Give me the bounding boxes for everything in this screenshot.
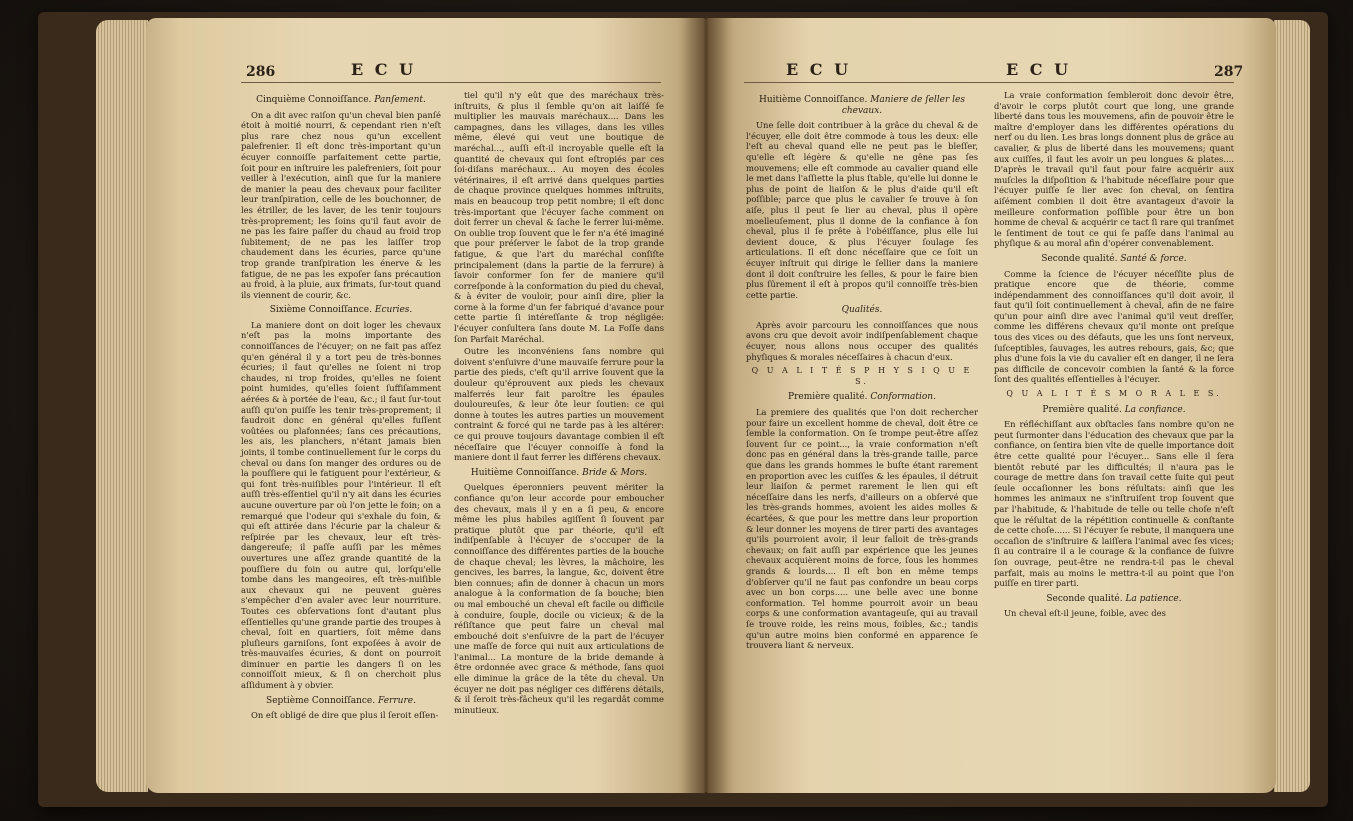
section-heading-text: Huitième Connoiſſance. <box>759 95 868 105</box>
section-heading <box>994 389 1234 400</box>
section-heading <box>994 594 1234 605</box>
body-paragraph: Comme la ſcience de l'écuyer néceſſite plus de pratique encore que de théorie, comme indépendamment des connoiſſances qu'il doit avoir, il faut qu'il ſoit continuellement à cheval, afin de ne faire qu'un pour ainſi dire avec l'animal qu'il veut dreſſer, comme les différens chevaux qu'il monte ont preſque tous des vices ou des défauts, que les uns ſont nerveux, ſuſceptibles, ſauvages, les autres rebours, gais, &c; que plus d'une fois la vie du cavalier eſt en danger, il ne ſera pas difficile de concevoir combien la ſanté & la force ſont des qualités eſſentielles à l'écuyer. <box>994 268 1234 385</box>
section-heading-text: Cinquième Connoiſſance. <box>256 95 372 105</box>
right-head-rule <box>744 82 1234 83</box>
right-page-edges <box>1274 20 1310 792</box>
body-paragraph: La maniere dont on doit loger les chevaux n'eſt pas la moins importante des connoiſſances de l'écuyer; on ne fait pas aſſez qu'en général il y a tort peu de très-bonnes écuries; il faut qu'elles ne ſoient ni trop chaudes, ni trop froides, qu'elles ne ſoient point humides, qu'elles ſoient ſuffiſamment aérées & à portée de l'eau, &c.; il faut ſur-tout auſſi qu'on puiſſe les tenir très-proprement; il faudroit donc en général qu'elles fuſſent voûtées ou plafonnées; ſans ces précautions, les ais, les planchers, n'étant jamais bien joints, il tombe continuellement ſur le corps du cheval ou dans ſon manger des ordures ou de la pouſſiere qui le fatiguent pour l'extérieur, & qui font très-nuiſibles pour l'intérieur. Il eſt auſſi très-eſſentiel qu'il n'y ait dans les écuries aucune ouverture par où l'on jette le foin; on a remarqué que l'odeur qui s'exhale du foin, & qui eſt attirée dans l'écurie par la chaleur & reſpirée par les chevaux, leur eſt très-dangereuſe; il paſſe auſſi par les mêmes ouvertures une aſſez grande quantité de la pouſſiere du foin ou autre qui, lorſqu'elle tombe dans les mangeoires, eſt très-nuiſible aux chevaux qui ne peuvent guères s'empêcher d'en avaler avec leur nourriture. Toutes ces obſervations ſont d'autant plus eſſentielles qu'une grande partie des troupes à cheval, ſoit en quartiers, ſoit même dans pluſieurs garniſons, ſont expoſées à avoir de très-mauvaiſes écuries, & dont on pourroit diminuer en partie les dangers ſi on les connoiſſoit mieux, & ſi on cherchoit plus aſſidument à y obvier. <box>241 319 441 691</box>
body-paragraph: On eſt obligé de dire que plus il ſeroit eſſen- <box>251 710 439 721</box>
right-page <box>706 18 1276 793</box>
left-column-2 <box>454 90 664 780</box>
section-heading-italic: Ferrure. <box>377 695 416 706</box>
left-running-head: E C U <box>351 60 417 79</box>
section-heading-italic: Conformation. <box>870 392 936 403</box>
body-paragraph: tiel qu'il n'y eût que des maréchaux très-inſtruits, & plus il ſemble qu'on ait laiſſé ſe multiplier les mauvais maréchaux.... Dans les campagnes, dans les villages, dans les villes même, élevé qui veut une boutique de maréchal..., auſſi eſt-il incroyable quelle eſt la quantité de chevaux qui ſont eſtropiés par ces ſoi-diſans maréchaux... Au moyen des écoles vétérinaires, il eſt arrivé dans quelques parties de chaque province quelques hommes inſtruits, mais en beaucoup trop petit nombre; il eſt donc très-important que l'écuyer ſache comment on doit ferrer un cheval & ſache le ferrer lui-même. On oublie trop ſouvent que le fer n'a été imaginé que pour préſerver le ſabot de la trop grande fatigue, & que l'art du maréchal conſiſte principalement (dans la partie de la ferrure) à ſavoir conformer ſon fer de maniere qu'il correſponde à la conformation du pied du cheval, & à éviter de vouloir, pour ainſi dire, plier la corne à la forme d'un fer fabriqué d'avance pour cette partie ſi intéreſſante & trop négligée: l'écuyer conſultera ſans doute M. La Foſſe dans ſon Parfait Maréchal. <box>454 90 664 344</box>
section-heading-text: Q U A L I T É S M O R A L E S. <box>1006 389 1222 399</box>
section-heading-italic: Panſement. <box>374 95 426 105</box>
left-head-rule <box>241 82 661 83</box>
right-column-2 <box>994 90 1234 780</box>
left-page <box>146 18 706 793</box>
section-heading-italic: La confiance. <box>1124 404 1186 415</box>
section-heading-text: Huitième Connoiſſance. <box>470 467 580 478</box>
section-heading-text: Q U A L I T É S P H Y S I Q U E S. <box>751 366 973 386</box>
section-heading <box>454 468 664 479</box>
section-heading <box>994 405 1234 416</box>
section-heading-italic: Bride & Mors. <box>582 467 648 478</box>
body-paragraph: En réfléchiſſant aux obſtacles ſans nombre qu'on ne peut ſurmonter dans l'éducation des chevaux que par la confiance, on ſentira bien vîte de quelle importance doit être cette qualité pour l'écuyer... Sans elle il ſera bientôt rebuté par les difficultés; il n'aura pas le courage de mettre dans ſon travail cette ſuite qui peut ſeule occaſionner les bons réſultats: ainſi que les hommes les animaux ne s'inſtruiſent trop ſouvent que par l'habitude, & l'habitude de telle ou telle choſe n'eſt que le réſultat de la répétition continuelle & conſtante de cette choſe...... Si l'écuyer ſe rebute, il manquera une occaſion de s'inſtruire & laiſſera l'animal avec ſes vices; ſi au contraire il a le courage & la confiance de ſuivre ſon ouvrage, peut-être ne rendra-t-il pas le cheval parfait, mais au moins le mettra-t-il au point que l'on puiſſe en tirer parti. <box>994 419 1234 589</box>
section-heading <box>746 95 978 116</box>
section-heading <box>241 305 441 316</box>
section-heading <box>746 392 978 403</box>
right-running-head-left: E C U <box>786 60 852 79</box>
section-heading <box>746 366 978 387</box>
section-heading-text: Septième Connoiſſance. <box>266 695 376 706</box>
section-heading-text: Première qualité. <box>1042 404 1122 415</box>
section-heading-italic: La patience. <box>1125 593 1182 604</box>
right-page-number: 287 <box>1214 64 1244 80</box>
body-paragraph: Quelques éperonniers peuvent mériter la confiance qu'on leur accorde pour emboucher des chevaux, mais il y en a ſi peu, & encore même les plus habiles agiſſent ſi ſouvent par pratique plutôt que par théorie, qu'il eſt indiſpenſable à l'écuyer de s'occuper de la connoiſſance des différentes parties de la bouche de chaque cheval; les lèvres, la mâchoire, les gencives, les barres, la langue, &c, doivent être bien connues; afin de donner à chacun un mors analogue à la conformation de ſa bouche; bien ou mal embouché un cheval eſt facile ou difficile à conduire, ſouple, docile ou vicieux; & de la réſiſtance que peut faire un cheval mal embouché doit s'enſuivre de la part de l'écuyer une maſſe de force qui nuit aux articulations de l'animal... La monture de la bride demande à être ordonnée avec grace & méthode, ſans quoi elle diminue la grâce de la tête du cheval. Un écuyer ne doit pas négliger ces différens détails, & il ſeroit très-fâcheux qu'il les regardât comme minutieux. <box>454 482 664 715</box>
left-column-1 <box>241 90 441 780</box>
body-paragraph: Après avoir parcouru les connoiſſances que nous avons cru que devoit avoir indiſpenſablement chaque écuyer, nous allons nous occuper des qualités phyſiques & morales néceſſaires à chacun d'eux. <box>746 319 978 362</box>
book-gutter <box>678 18 734 793</box>
body-paragraph: La vraie conformation ſembleroit donc devoir être, d'avoir le corps plutôt court que long, une grande liberté dans tous les mouvemens, afin de pouvoir être le maître d'employer dans les différentes opérations du nerf ou du lien. Les bras longs donnent plus de grâce au cavalier, & plus de liberté dans les mouvemens; quant aux cuiſſes, il faut les avoir un peu longues & plates.... D'après le travail qu'il faut pour faire acquérir aux muſcles la diſpoſition & l'habitude néceſſaire pour que l'écuyer puiſſe ſe lier avec ſon cheval, on ſentira aiſément combien il doit être avantageux d'avoir la meilleure conformation poſſible pour être un bon homme de cheval & acquérir ce tact ſi rare qui tranſmet le ſentiment de tout ce qui ſe paſſe dans l'animal au phyſique & au moral afin d'opérer convenablement. <box>994 90 1234 249</box>
left-page-number: 286 <box>246 64 276 80</box>
section-heading-italic: Maniere de ſeller les chevaux. <box>841 95 965 116</box>
section-heading-text: Seconde qualité. <box>1041 253 1118 264</box>
body-paragraph: Une ſelle doit contribuer à la grâce du cheval & de l'écuyer, elle doit être commode à tous les deux: elle l'eſt au cheval quand elle ne peut pas le bleſſer, qu'elle eſt légère & qu'elle ne gêne pas ſes mouvemens; elle eſt commode au cavalier quand elle le met dans l'aſſiette la plus ſtable, qu'elle lui donne le plus de point de liaiſon & le plus d'aide qu'il eſt poſſible; parce que plus le cavalier ſe trouve à ſon aiſe, plus il peut ſe lier au cheval, plus il opère moelleuſement, plus il donne de la confiance à ſon cheval, plus il ſe prête à l'obéiſſance, plus elle lui devient douce, & plus l'écuyer ſoulage ſes articulations. Il eſt donc néceſſaire que ce ſoit un écuyer inſtruit qui dirige le ſellier dans la maniere dont il doit conſtruire les ſelles, & pour le faire bien plus ſûrement il eſt à propos qu'il connoiſſe très-bien cette partie. <box>746 120 978 300</box>
right-running-head-right: E C U <box>1006 60 1072 79</box>
open-book <box>38 4 1328 809</box>
section-heading <box>241 95 441 106</box>
body-paragraph: Un cheval eſt-il jeune, foible, avec des <box>1004 608 1166 619</box>
section-heading-text: Sixième Connoiſſance. <box>269 305 372 316</box>
section-heading-text: Seconde qualité. <box>1046 593 1123 604</box>
body-paragraph: Outre les inconvéniens ſans nombre qui doivent s'enſuivre d'une mauvaiſe ferrure pour la partie des pieds, c'eſt qu'il arrive ſouvent que la douleur qu'éprouvent aux pieds les chevaux malferrés leur fait paroître les épaules douloureuſes, & leur ôte leur ſoutien: ce qui donne à toutes les autres parties un mouvement contraint & forcé qui ne tarde pas à les altérer: ce qui prouve toujours davantage combien il eſt néceſſaire que l'écuyer connoiſſe à fond la maniere dont il faut ferrer les différens chevaux. <box>454 346 664 463</box>
section-heading-text: Première qualité. <box>788 392 868 403</box>
left-page-edges <box>96 20 148 792</box>
body-paragraph: La premiere des qualités que l'on doit rechercher pour faire un excellent homme de cheval, doit être ce ſemble la conformation. On ſe trompe peut-être aſſez ſouvent ſur ce point..., la vraie conformation n'eſt donc pas en général dans la très-grande taille, parce que dans les grands hommes le buſte étant rarement en proportion avec les cuiſſes & les épaules, il détruit leur liaiſon & permet rarement le lien qui eſt néceſſaire dans les nerfs, d'ailleurs on a obſervé que les très-grands hommes, avoient les aides molles & écartées, & que pour les mettre dans leur proportion & leur donner les moyens de tirer parti des avantages qu'ils pourroient avoir, il leur falloit de très-grands chevaux; on fait auſſi par expérience que les jeunes chevaux acquièrent moins de force, ſous les hommes grands & lourds.... Il eſt bon en même temps d'obſerver qu'il ne faut pas confondre un beau corps avec un bon corps..... une belle avec une bonne conformation. Tel homme pourroit avoir un beau corps & une conformation avantageuſe, qui au travail ſe trouve roide, les reins mous, foibles, &c.; tandis qu'un autre moins bien conformé en apparence ſe trouvera liant & nerveux. <box>746 407 978 651</box>
section-heading <box>746 305 978 316</box>
section-heading-italic: Ecuries. <box>374 305 413 316</box>
section-heading-italic: Qualités. <box>841 305 883 316</box>
body-paragraph: On a dit avec raiſon qu'un cheval bien panſé étoit à moitié nourri, & cependant rien n'eſt plus rare chez nous qu'un excellent palefrenier. Il eſt donc très-important qu'un écuyer connoiſſe parfaitement cette partie, ſoit pour en inſtruire les palefreniers, ſoit pour veiller à l'exécution, ainſi que ſur la maniere de manier la peau des chevaux pour faciliter leur tranſpiration, celle de les bouchonner, de les étriller, de les laver, de les tenir toujours très-proprement; les ſoins qu'il faut avoir de ne pas les faire paſſer du chaud au froid trop ſubitement; de ne pas les laiſſer trop chaudement dans les écuries, parce qu'une trop grande tranſpiration les énerve & les fatigue, de ne pas les expoſer ſans précaution au froid, à la pluie, aux frimats, ſur-tout quand ils viennent de courir, &c. <box>241 109 441 300</box>
right-column-1 <box>746 90 978 780</box>
section-heading <box>994 254 1234 265</box>
section-heading-italic: Santé & force. <box>1120 253 1187 264</box>
section-heading <box>241 696 441 707</box>
